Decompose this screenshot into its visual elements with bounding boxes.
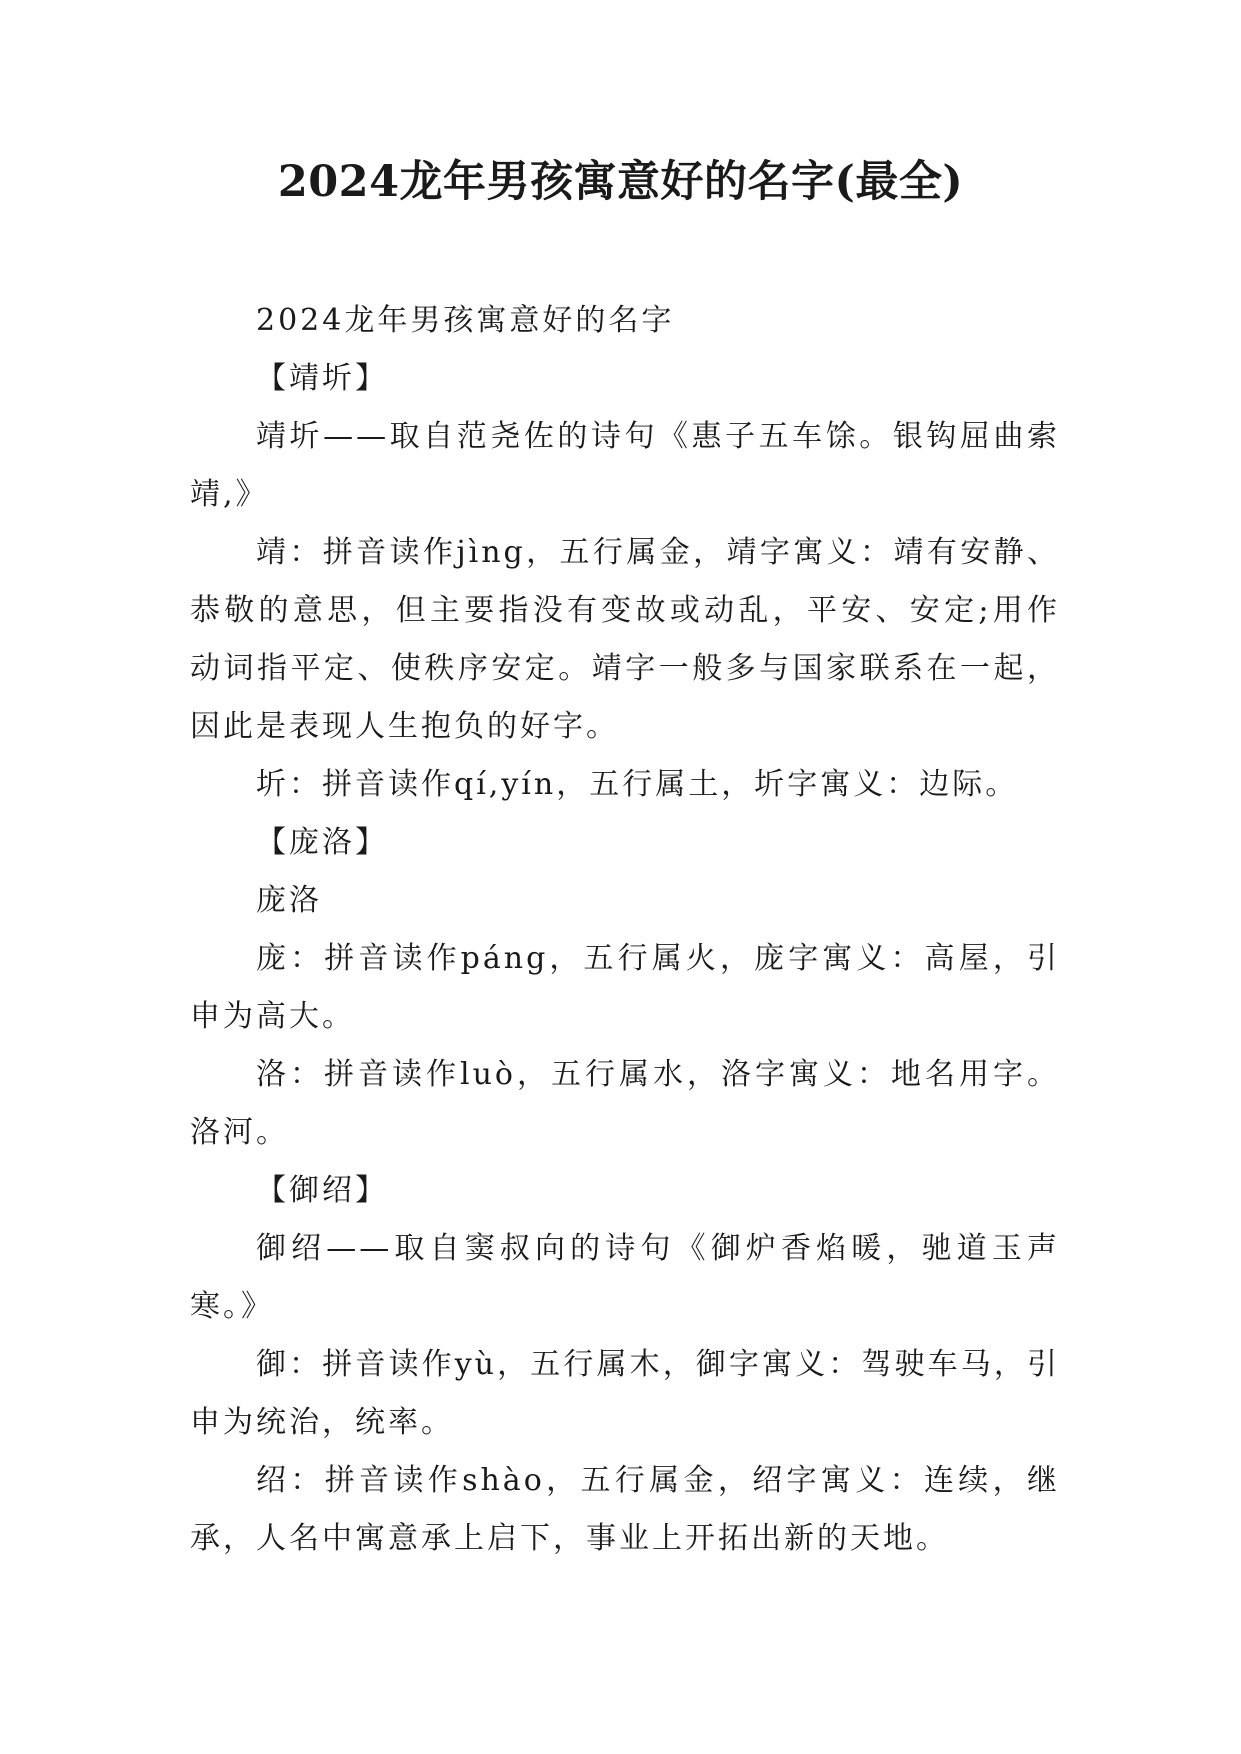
paragraph: 庞：拼音读作páng，五行属火，庞字寓义：高屋，引申为高大。 — [190, 941, 1060, 1034]
paragraph-subtitle: 2024龙年男孩寓意好的名字 — [256, 303, 675, 338]
paragraph: 靖：拼音读作jìng，五行属金，靖字寓义：靖有安静、恭敬的意思，但主要指没有变故或动乱，平安、安定;用作动词指平定、使秩序安定。靖字一般多与国家联系在一起，因此是表现人生抱负的好字。 — [190, 535, 1060, 744]
paragraph-heading-yushao: 【御绍】 — [256, 1173, 388, 1208]
paragraph: 绍：拼音读作shào，五行属金，绍字寓义：连续，继承，人名中寓意承上启下，事业上开拓出新的天地。 — [190, 1463, 1060, 1556]
paragraph: 圻：拼音读作qí,yín，五行属土，圻字寓义：边际。 — [256, 767, 1019, 802]
paragraph-heading-pangluo: 【庞洛】 — [256, 825, 388, 860]
paragraph: 靖圻——取自范尧佐的诗句《惠子五车馀。银钩屈曲索靖,》 — [190, 419, 1060, 512]
document-title: 2024龙年男孩寓意好的名字(最全) — [277, 157, 964, 207]
paragraph-heading-jingqi: 【靖圻】 — [256, 361, 388, 396]
document-body — [190, 292, 1060, 1568]
paragraph: 庞洛 — [256, 883, 322, 918]
paragraph: 洛：拼音读作luò，五行属水，洛字寓义：地名用字。洛河。 — [190, 1057, 1060, 1150]
paragraph: 御绍——取自窦叔向的诗句《御炉香焰暖，驰道玉声寒。》 — [190, 1231, 1060, 1324]
paragraph: 御：拼音读作yù，五行属木，御字寓义：驾驶车马，引申为统治，统率。 — [190, 1347, 1060, 1440]
